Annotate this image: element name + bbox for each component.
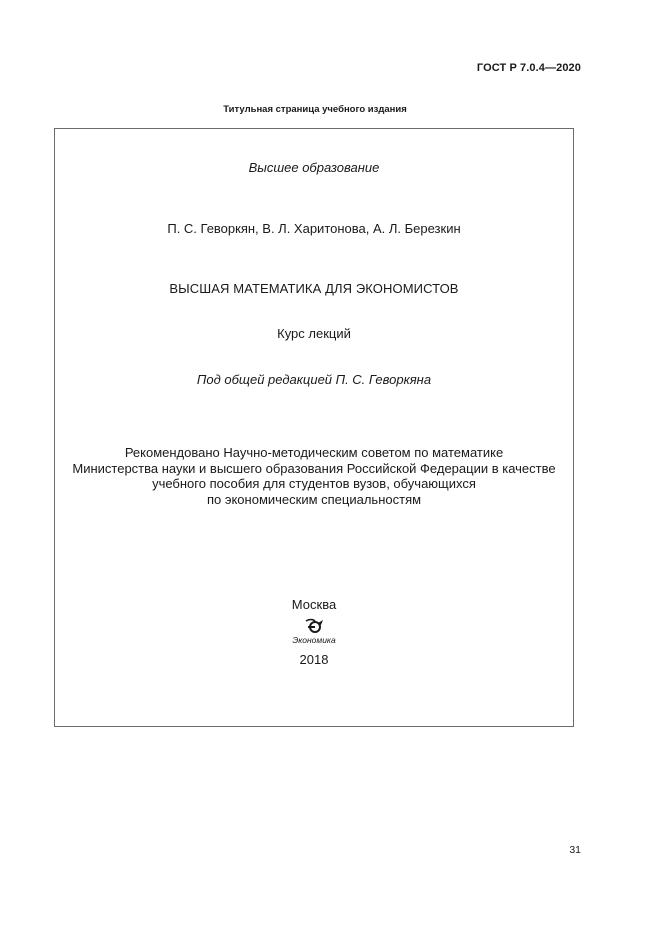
figure-caption: Титульная страница учебного издания [223, 104, 407, 115]
publication-year: 2018 [299, 652, 329, 667]
standard-code: ГОСТ Р 7.0.4—2020 [476, 62, 581, 74]
series-name: Высшее образование [248, 160, 380, 175]
recommendation-note [55, 445, 573, 507]
authors: П. С. Геворкян, В. Л. Харитонова, А. Л. Березкин [167, 221, 461, 236]
book-subtitle: Курс лекций [277, 326, 351, 341]
recommendation-line: Министерства науки и высшего образования Российской Федерации в качестве [72, 460, 556, 476]
editor-credit: Под общей редакцией П. С. Геворкяна [196, 372, 432, 387]
publisher-name: Экономика [292, 635, 336, 645]
publisher-logo-icon [303, 618, 325, 634]
recommendation-line: учебного пособия для студентов вузов, обучающихся [152, 476, 476, 491]
recommendation-line: Рекомендовано Научно-методическим советом по математике [124, 445, 504, 460]
recommendation-line: по экономическим специальностям [206, 491, 422, 507]
publication-city: Москва [291, 597, 337, 612]
title-page-frame [54, 128, 574, 727]
page-number: 31 [569, 844, 581, 856]
publisher-logo [55, 618, 573, 645]
book-title: ВЫСШАЯ МАТЕМАТИКА ДЛЯ ЭКОНОМИСТОВ [169, 281, 459, 296]
